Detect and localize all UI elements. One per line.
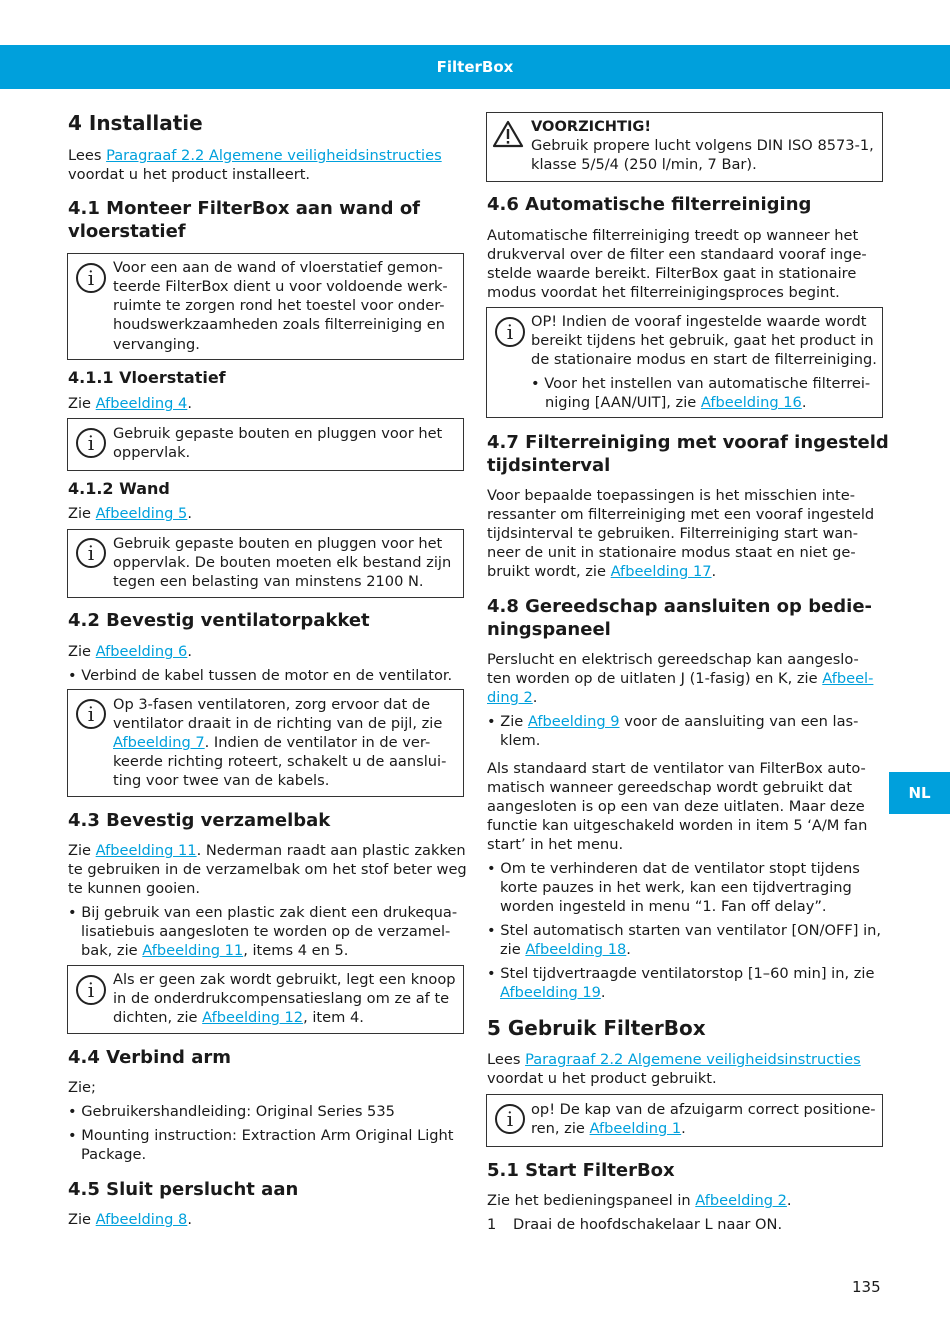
paragraph: start’ in het menu. [487, 836, 624, 853]
bullet-text: worden ingesteld in menu “1. Fan off delay”. [500, 898, 827, 915]
bullet-text: Gebruikershandleiding: Original Series 535 [81, 1103, 395, 1120]
section-4-2-see [68, 642, 192, 661]
info-icon: i [76, 699, 106, 729]
bullet-item: • Voor het instellen van automatische filterrei- [531, 375, 871, 392]
info-text: keerde richting roteert, schakelt u de aanslui- [113, 753, 447, 770]
see-prefix: Zie [68, 505, 96, 522]
header-title: FilterBox [436, 58, 514, 76]
paragraph: ressanter om filterreiniging met een vooraf ingesteld [487, 506, 875, 523]
step-number: 1 [487, 1216, 497, 1233]
link-afbeelding-4[interactable]: Afbeelding 4 [95, 395, 188, 412]
info-text: ting voor twee van de kabels. [113, 772, 330, 789]
link-afbeelding-7[interactable]: Afbeelding 7 [113, 734, 205, 751]
bullet-item: • Bij gebruik van een plastic zak dient een drukequa- [68, 904, 458, 921]
link-afbeelding-5[interactable]: Afbeelding 5 [95, 505, 188, 522]
section-4-title: 4 Installatie [68, 111, 203, 135]
period: . [187, 1211, 192, 1228]
section-4-intro-line2: voordat u het product installeert. [68, 166, 311, 183]
bullet-text: Bij gebruik van een plastic zak dient een drukequa- [81, 904, 458, 921]
info-text: houdswerkzaamheden zoals filterreiniging en [113, 316, 446, 333]
period: . [711, 563, 717, 580]
bullet-text: Voor het instellen van automatische filterrei- [544, 375, 871, 392]
bullet-item: • Zie Afbeelding 9 voor de aansluiting van een las- [487, 713, 859, 730]
period: . [681, 1120, 686, 1137]
link-afbeelding-2[interactable]: ding 2 [487, 689, 533, 706]
paragraph: functie kan uitgeschakeld worden in item 5 ‘A/M fan [487, 817, 868, 834]
section-5-intro-line2: voordat u het product gebruikt. [487, 1070, 717, 1087]
bullet-prefix: niging [AAN/UIT], zie [545, 394, 701, 411]
bullet-item: • Gebruikershandleiding: Original Series 535 [68, 1103, 395, 1120]
info-text: ventilator draait in de richting van de pijl, zie [113, 715, 443, 732]
paragraph-prefix: bruikt wordt, zie [487, 563, 611, 580]
bullet-text: Stel tijdvertraagde ventilatorstop [1–60 min] in, zie [500, 965, 875, 982]
language-tab [889, 772, 950, 814]
link-afbeelding-2[interactable]: Afbeel- [822, 670, 874, 687]
paragraph [487, 1191, 792, 1210]
see-prefix: Zie [68, 842, 96, 859]
paragraph: stelde waarde bereikt. FilterBox gaat in stationaire [487, 265, 857, 282]
section-4-1-1-see [68, 394, 192, 413]
section-4-intro [68, 146, 442, 165]
period: . [187, 505, 192, 522]
link-afbeelding-8[interactable]: Afbeelding 8 [95, 1211, 188, 1228]
bullet-prefix: zie [500, 941, 526, 958]
paragraph: drukverval over de filter een standaard vooraf inge- [487, 246, 867, 263]
warning-icon [492, 120, 524, 148]
info-icon: i [76, 975, 106, 1005]
caution-text: klasse 5/5/4 (250 l/min, 7 Bar). [531, 156, 757, 173]
paragraph-prefix: Zie het bedieningspaneel in [487, 1192, 696, 1209]
bullet-text [500, 983, 606, 1002]
info-text: in de onderdrukcompensatieslang om ze af te [113, 990, 450, 1007]
info-icon: i [495, 317, 525, 347]
see-prefix: Zie [68, 643, 96, 660]
see-prefix: Zie [68, 1211, 96, 1228]
bullet-text: lisatiebuis aangesloten te worden op de verzamel- [81, 923, 451, 940]
period: . [801, 394, 807, 411]
section-4-1-1-title: 4.1.1 Vloerstatief [68, 368, 226, 387]
section-4-1-2-see [68, 504, 192, 523]
caution-label: VOORZICHTIG! [531, 118, 652, 135]
bullet-text [500, 940, 631, 959]
section-4-7-title-line2: tijdsinterval [487, 455, 611, 476]
bullet-text: Package. [81, 1146, 147, 1163]
link-afbeelding-11[interactable]: Afbeelding 11 [142, 942, 244, 959]
info-text: teerde FilterBox dient u voor voldoende werk- [113, 278, 448, 295]
info-prefix: dichten, zie [113, 1009, 203, 1026]
info-text: de stationaire modus en start de filterreiniging. [531, 351, 877, 368]
bullet-text: Om te verhinderen dat de ventilator stopt tijdens [500, 860, 860, 877]
paragraph: te gebruiken in de verzamelbak om het stof beter weg [68, 861, 467, 878]
intro-prefix: Lees [487, 1051, 526, 1068]
paragraph: neer de unit in stationaire modus staat en niet ge- [487, 544, 856, 561]
paragraph [68, 841, 466, 860]
link-afbeelding-12[interactable]: Afbeelding 12 [202, 1009, 304, 1026]
paragraph-prefix: ten worden op de uitlaten J (1-fasig) en K, zie [487, 670, 823, 687]
link-afbeelding-18[interactable]: Afbeelding 18 [525, 941, 627, 958]
bullet-prefix: Zie [500, 713, 528, 730]
section-4-1-2-title: 4.1.2 Wand [68, 479, 170, 498]
section-4-1-title-line2: vloerstatief [68, 221, 186, 242]
bullet-text: Stel automatisch starten van ventilator [ON/OFF] in, [500, 922, 882, 939]
section-4-1-title-line1: 4.1 Monteer FilterBox aan wand of [68, 198, 421, 219]
period: . [187, 643, 192, 660]
bullet-item: • Om te verhinderen dat de ventilator stopt tijdens [487, 860, 860, 877]
info-text-post: . Indien de ventilator in de ver- [204, 734, 431, 751]
bullet-item: • Stel automatisch starten van ventilator [ON/OFF] in, [487, 922, 882, 939]
info-text: op! De kap van de afzuigarm correct positione- [531, 1101, 876, 1118]
info-text: Voor een aan de wand of vloerstatief gemon- [113, 259, 443, 276]
bullet-post: voor de aansluiting van een las- [619, 713, 859, 730]
section-5-1-title: 5.1 Start FilterBox [487, 1160, 675, 1181]
bullet-text: Verbind de kabel tussen de motor en de ventilator. [81, 667, 453, 684]
info-text [113, 733, 430, 752]
bullet-item: • Stel tijdvertraagde ventilatorstop [1–60 min] in, zie [487, 965, 875, 982]
link-afbeelding-2[interactable]: Afbeelding 2 [695, 1192, 787, 1209]
period: . [626, 941, 631, 958]
info-text: oppervlak. De bouten moeten elk bestand zijn [113, 554, 452, 571]
link-paragraaf-2-2[interactable]: Paragraaf 2.2 Algemene veiligheidsinstructies [106, 147, 442, 164]
info-post: , item 4. [303, 1009, 364, 1026]
section-4-4-title: 4.4 Verbind arm [68, 1047, 231, 1068]
link-afbeelding-17[interactable]: Afbeelding 17 [610, 563, 712, 580]
section-4-8-title-line1: 4.8 Gereedschap aansluiten op bedie- [487, 596, 873, 617]
paragraph [487, 688, 537, 707]
section-4-5-see [68, 1210, 192, 1229]
page-number: 135 [852, 1278, 881, 1296]
paragraph [487, 562, 716, 581]
section-4-8-title-line2: ningspaneel [487, 619, 611, 640]
info-text [113, 1008, 364, 1027]
paragraph: Zie; [68, 1079, 96, 1096]
language-tab-label: NL [908, 784, 931, 802]
period: . [187, 395, 192, 412]
paragraph-post: . Nederman raadt aan plastic zakken [196, 842, 466, 859]
info-text: Op 3-fasen ventilatoren, zorg ervoor dat de [113, 696, 431, 713]
info-text: oppervlak. [113, 444, 191, 461]
info-text [531, 1119, 686, 1138]
caution-text: Gebruik propere lucht volgens DIN ISO 8573-1, [531, 137, 874, 154]
paragraph: tijdsinterval te gebruiken. Filterreiniging start wan- [487, 525, 858, 542]
info-icon: i [495, 1104, 525, 1134]
period: . [600, 984, 606, 1001]
bullet-text: klem. [500, 732, 541, 749]
link-afbeelding-19[interactable]: Afbeelding 19 [500, 984, 601, 1001]
paragraph: Automatische filterreiniging treedt op wanneer het [487, 227, 859, 244]
info-text: Gebruik gepaste bouten en pluggen voor het [113, 425, 443, 442]
bullet-text [81, 941, 348, 960]
bullet-prefix: bak, zie [81, 942, 143, 959]
bullet-text: Mounting instruction: Extraction Arm Original Light [81, 1127, 454, 1144]
info-text: Als er geen zak wordt gebruikt, legt een knoop [113, 971, 456, 988]
paragraph: matisch wanneer gereedschap wordt gebruikt dat [487, 779, 853, 796]
info-text: tegen een belasting van minstens 2100 N. [113, 573, 424, 590]
info-text: vervanging. [113, 336, 200, 353]
section-4-5-title: 4.5 Sluit perslucht aan [68, 1179, 299, 1200]
section-4-3-title: 4.3 Bevestig verzamelbak [68, 810, 331, 831]
link-afbeelding-1[interactable]: Afbeelding 1 [589, 1120, 682, 1137]
link-paragraaf-2-2[interactable]: Paragraaf 2.2 Algemene veiligheidsinstructies [525, 1051, 861, 1068]
info-text: bereikt tijdens het gebruik, gaat het product in [531, 332, 874, 349]
info-icon: i [76, 428, 106, 458]
section-4-7-title-line1: 4.7 Filterreiniging met vooraf ingesteld [487, 432, 889, 453]
bullet-text [545, 393, 806, 412]
link-afbeelding-6[interactable]: Afbeelding 6 [95, 643, 188, 660]
bullet-post: , items 4 en 5. [243, 942, 349, 959]
paragraph [487, 669, 873, 688]
bullet-text: korte pauzes in het werk, kan een tijdvertraging [500, 879, 852, 896]
period: . [786, 1192, 792, 1209]
info-icon: i [76, 263, 106, 293]
bullet-item: • Verbind de kabel tussen de motor en de ventilator. [68, 667, 453, 684]
paragraph: te kunnen gooien. [68, 880, 200, 897]
link-afbeelding-9[interactable]: Afbeelding 9 [527, 713, 620, 730]
step-text: Draai de hoofdschakelaar L naar ON. [513, 1216, 783, 1233]
bullet-item: • Mounting instruction: Extraction Arm Original Light [68, 1127, 454, 1144]
link-afbeelding-11[interactable]: Afbeelding 11 [95, 842, 197, 859]
section-4-2-title: 4.2 Bevestig ventilatorpakket [68, 610, 370, 631]
info-text: OP! Indien de vooraf ingestelde waarde wordt [531, 313, 867, 330]
paragraph: Perslucht en elektrisch gereedschap kan aangeslo- [487, 651, 859, 668]
paragraph: aangesloten is op een van deze uitlaten. Maar deze [487, 798, 865, 815]
paragraph: Als standaard start de ventilator van FilterBox auto- [487, 760, 866, 777]
info-prefix: ren, zie [531, 1120, 590, 1137]
see-prefix: Zie [68, 395, 96, 412]
link-afbeelding-16[interactable]: Afbeelding 16 [700, 394, 802, 411]
info-icon: i [76, 538, 106, 568]
info-text: Gebruik gepaste bouten en pluggen voor het [113, 535, 443, 552]
header-bar [0, 45, 950, 89]
paragraph: modus voordat het filterreinigingsproces begint. [487, 284, 840, 301]
section-4-6-title: 4.6 Automatische filterreiniging [487, 194, 812, 215]
paragraph: Voor bepaalde toepassingen is het misschien inte- [487, 487, 855, 504]
section-5-intro [487, 1050, 861, 1069]
info-text: ruimte te zorgen rond het toestel voor onder- [113, 297, 445, 314]
period: . [532, 689, 538, 706]
section-5-title: 5 Gebruik FilterBox [487, 1016, 706, 1040]
intro-prefix: Lees [68, 147, 107, 164]
